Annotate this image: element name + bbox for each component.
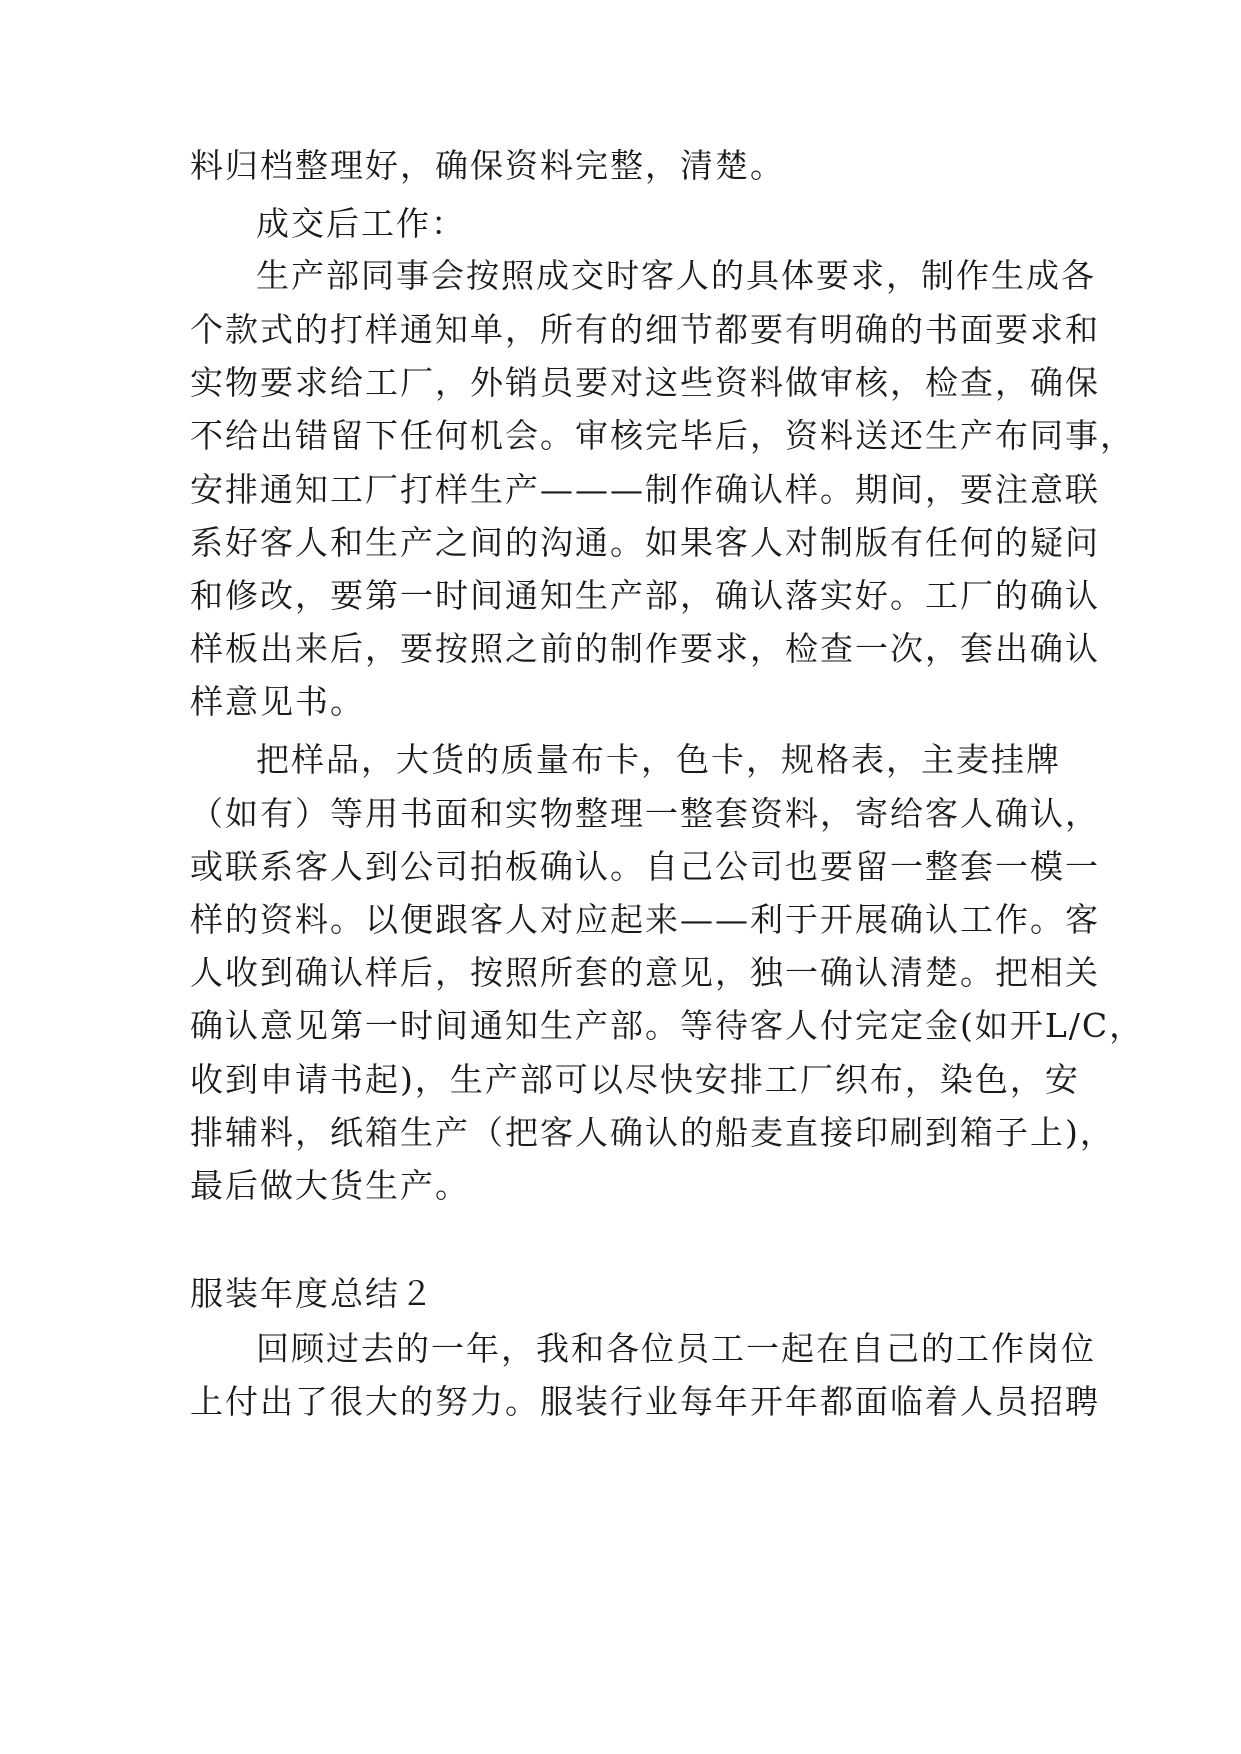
section-title: 服装年度总结２ (190, 1274, 435, 1313)
text-line: 不给出错留下任何机会。审核完毕后，资料送还生产布同事， (190, 416, 1135, 455)
text-line: 把样品，大货的质量布卡，色卡，规格表，主麦挂牌 (256, 740, 1061, 779)
text-line: 个款式的打样通知单，所有的细节都要有明确的书面要求和 (190, 310, 1100, 349)
text-line: （如有）等用书面和实物整理一整套资料，寄给客人确认， (190, 794, 1100, 833)
text-line: 安排通知工厂打样生产———制作确认样。期间，要注意联 (190, 470, 1100, 509)
text-line: 料归档整理好，确保资料完整，清楚。 (190, 146, 785, 185)
text-line: 样的资料。以便跟客人对应起来——利于开展确认工作。客 (190, 900, 1100, 939)
text-line: 样意见书。 (190, 682, 365, 721)
text-line: 或联系客人到公司拍板确认。自己公司也要留一整套一模一 (190, 847, 1100, 886)
text-line: 最后做大货生产。 (190, 1166, 470, 1205)
text-line: 实物要求给工厂，外销员要对这些资料做审核，检查，确保 (190, 363, 1100, 402)
text-line: 人收到确认样后，按照所套的意见，独一确认清楚。把相关 (190, 953, 1100, 992)
text-line: 上付出了很大的努力。服装行业每年开年都面临着人员招聘 (190, 1382, 1100, 1421)
text-line: 收到申请书起)，生产部可以尽快安排工厂织布，染色，安 (190, 1060, 1080, 1099)
text-line: 系好客人和生产之间的沟通。如果客人对制版有任何的疑问 (190, 523, 1100, 562)
text-line: 生产部同事会按照成交时客人的具体要求，制作生成各 (256, 256, 1096, 295)
text-line: 样板出来后，要按照之前的制作要求，检查一次，套出确认 (190, 629, 1100, 668)
text-line: 回顾过去的一年，我和各位员工一起在自己的工作岗位 (256, 1329, 1096, 1368)
text-line: 和修改，要第一时间通知生产部，确认落实好。工厂的确认 (190, 576, 1100, 615)
text-line: 排辅料，纸箱生产（把客人确认的船麦直接印刷到箱子上)， (190, 1113, 1115, 1152)
section-heading: 成交后工作： (256, 204, 466, 243)
text-line: 确认意见第一时间通知生产部。等待客人付完定金(如开L/C， (190, 1006, 1145, 1045)
